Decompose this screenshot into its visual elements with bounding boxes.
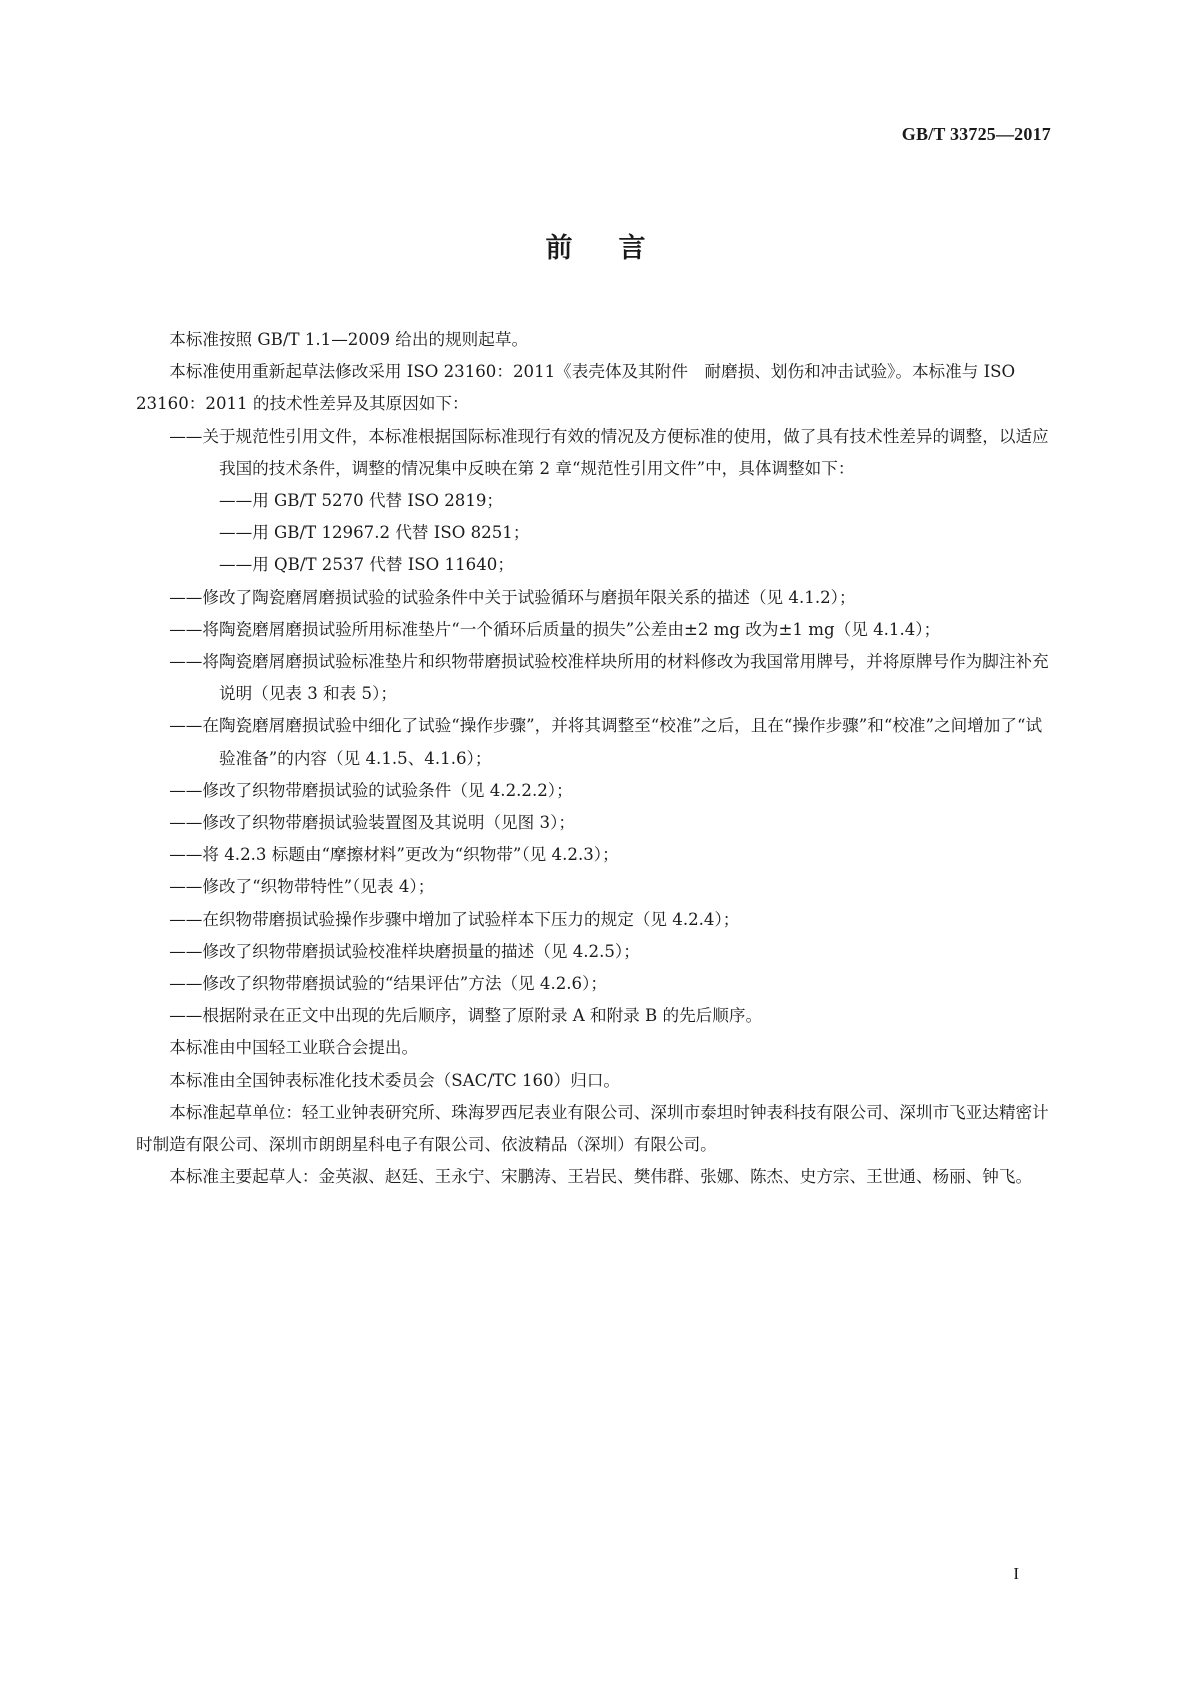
- difference-item: ——修改了织物带磨损试验的“结果评估”方法（见 4.2.6）；: [169, 974, 608, 994]
- paragraph-adoption: 本标准使用重新起草法修改采用 ISO 23160：2011《表壳体及其附件 耐磨损、划伤和冲击试验》。本标准与 ISO 23160：2011 的技术性差异及其原因如下：: [136, 362, 1016, 414]
- paragraph-drafting-rules: 本标准按照 GB/T 1.1—2009 给出的规则起草。: [169, 330, 529, 349]
- difference-item: ——根据附录在正文中出现的先后顺序，调整了原附录 A 和附录 B 的先后顺序。: [169, 1006, 763, 1026]
- difference-item: ——修改了织物带磨损试验的试验条件（见 4.2.2.2）；: [169, 780, 573, 800]
- difference-item: ——在织物带磨损试验操作步骤中增加了试验样本下压力的规定（见 4.2.4）；: [169, 909, 740, 929]
- standard-code: GB/T 33725—2017: [901, 124, 1051, 144]
- body-text: [136, 324, 1056, 1193]
- difference-item: ——修改了织物带磨损试验装置图及其说明（见图 3）；: [169, 813, 575, 833]
- difference-item: ——在陶瓷磨屑磨损试验中细化了试验“操作步骤”，并将其调整至“校准”之后，且在“操作步骤”和“校准”之间增加了“试验准备”的内容（见 4.1.5、4.1.6）；: [169, 716, 1043, 768]
- difference-item: ——关于规范性引用文件，本标准根据国际标准现行有效的情况及方便标准的使用，做了具有技术性差异的调整，以适应我国的技术条件，调整的情况集中反映在第 2 章“规范性引用文件”中，具体调整如下：: [169, 426, 1049, 478]
- difference-subitem: ——用 GB/T 5270 代替 ISO 2819；: [219, 491, 504, 511]
- paragraph-proposer: 本标准由中国轻工业联合会提出。: [169, 1038, 419, 1058]
- page-number: I: [1013, 1564, 1019, 1583]
- difference-item: ——将陶瓷磨屑磨损试验所用标准垫片“一个循环后质量的损失”公差由±2 mg 改为±1 mg（见 4.1.4）；: [169, 619, 941, 639]
- difference-item: ——修改了织物带磨损试验校准样块磨损量的描述（见 4.2.5）；: [169, 941, 640, 961]
- paragraph-committee: 本标准由全国钟表标准化技术委员会（SAC/TC 160）归口。: [169, 1070, 621, 1090]
- difference-item: ——将 4.2.3 标题由“摩擦材料”更改为“织物带”（见 4.2.3）；: [169, 845, 619, 865]
- paragraph-drafting-units: 本标准起草单位：轻工业钟表研究所、珠海罗西尼表业有限公司、深圳市泰坦时钟表科技有限公司、深圳市飞亚达精密计时制造有限公司、深圳市朗朗星科电子有限公司、依波精品（深圳）有限公司。: [136, 1102, 1049, 1155]
- difference-item: ——将陶瓷磨屑磨损试验标准垫片和织物带磨损试验校准样块所用的材料修改为我国常用牌号，并将原牌号作为脚注补充说明（见表 3 和表 5）；: [169, 652, 1049, 704]
- difference-item: ——修改了“织物带特性”（见表 4）；: [169, 877, 435, 897]
- difference-item: ——修改了陶瓷磨屑磨损试验的试验条件中关于试验循环与磨损年限关系的描述（见 4.1.2）；: [169, 587, 856, 607]
- paragraph-drafters: 本标准主要起草人：金英淑、赵廷、王永宁、宋鹏涛、王岩民、樊伟群、张娜、陈杰、史方宗、王世通、杨丽、钟飞。: [169, 1167, 1033, 1187]
- difference-subitem: ——用 QB/T 2537 代替 ISO 11640；: [219, 555, 514, 575]
- difference-subitem: ——用 GB/T 12967.2 代替 ISO 8251；: [219, 523, 530, 543]
- page-title: 前言: [545, 233, 692, 264]
